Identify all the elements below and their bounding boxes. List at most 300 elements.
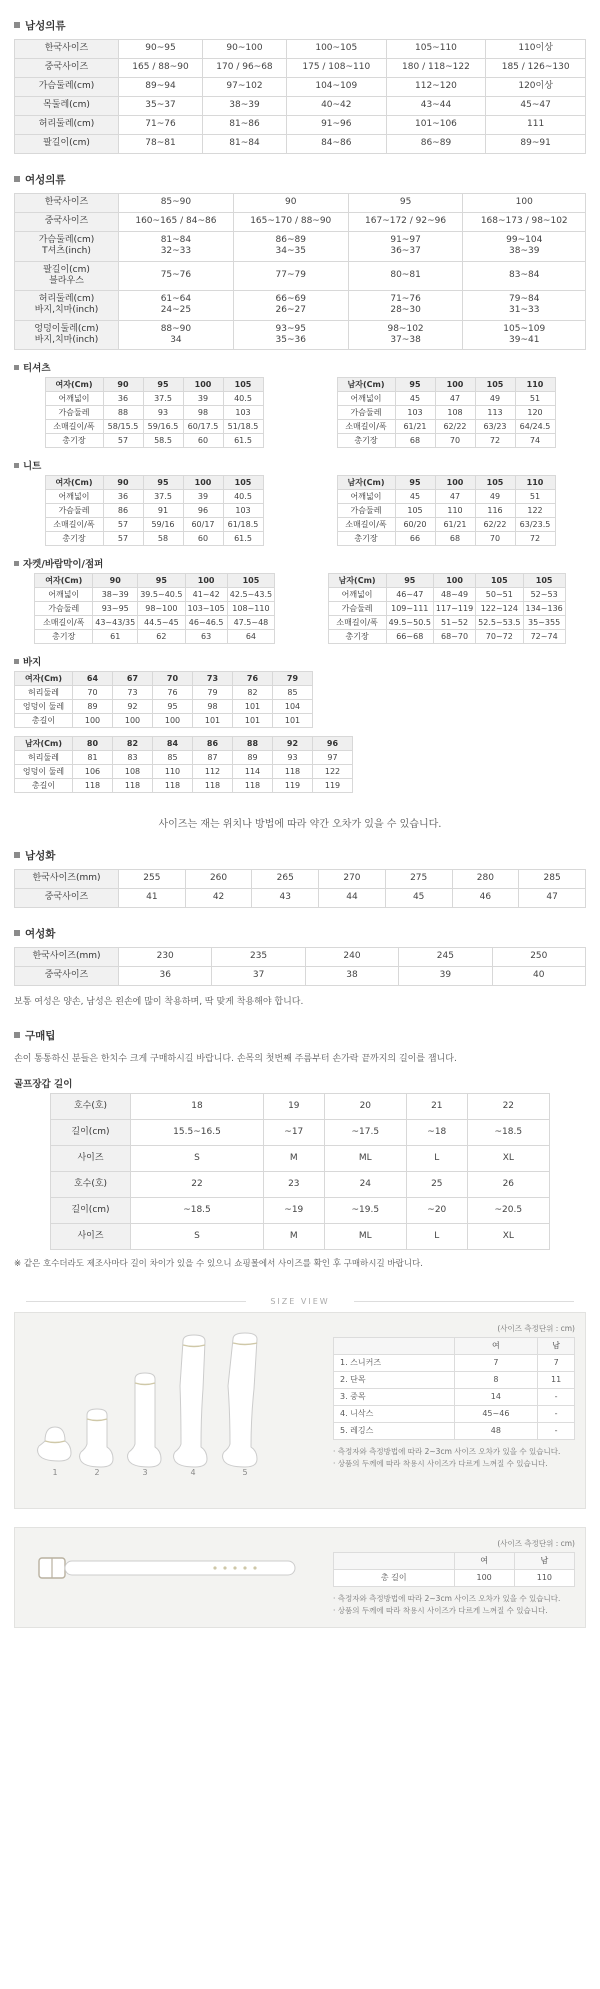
row-header: 어깨넓이 xyxy=(328,588,386,602)
buying-tip-text: 손이 통통하신 분들은 한치수 크게 구매하시길 바랍니다. 손목의 첫번째 주름부터 손가락 끝까지의 길이를 잽니다. xyxy=(14,1053,457,1064)
table-cell: S xyxy=(131,1146,264,1172)
table-cell: 81 xyxy=(73,751,113,765)
table-cell: 165~170 / 88~90 xyxy=(233,213,348,232)
table-cell: 39 xyxy=(183,392,223,406)
row-header: 총기장 xyxy=(328,630,386,644)
table-cell: 167~172 / 92~96 xyxy=(348,213,463,232)
column-header: 67 xyxy=(113,672,153,686)
table-row xyxy=(334,1422,575,1439)
table-cell: 101~106 xyxy=(386,116,486,135)
table-cell: 51/18.5 xyxy=(223,420,263,434)
table-cell: 23 xyxy=(263,1172,324,1198)
table-cell: 114 xyxy=(233,765,273,779)
table-row xyxy=(15,135,586,154)
corner-header xyxy=(334,1337,455,1354)
table-cell: 49.5~50.5 xyxy=(386,616,433,630)
table-cell: 49 xyxy=(475,490,515,504)
column-header: 90 xyxy=(103,378,143,392)
table-cell: 63 xyxy=(185,630,227,644)
table-cell: 45 xyxy=(395,490,435,504)
column-header: 80 xyxy=(73,737,113,751)
table-cell: 49 xyxy=(475,392,515,406)
table-cell: 50~51 xyxy=(476,588,523,602)
table-cell: 62/22 xyxy=(475,518,515,532)
table-cell: 88 xyxy=(103,406,143,420)
table-cell: - xyxy=(538,1422,575,1439)
table-cell: 95 xyxy=(153,700,193,714)
table-cell: 85 xyxy=(273,686,313,700)
socks-note-1: · 측정자와 측정방법에 따라 2~3cm 사이즈 오차가 있을 수 있습니다. xyxy=(333,1446,561,1456)
row-header: 엉덩이둘레(cm) 바지,치마(inch) xyxy=(15,320,119,350)
row-header: 총기장 xyxy=(45,434,103,448)
column-header: 110 xyxy=(515,476,555,490)
tshirt-men-table xyxy=(337,377,556,448)
table-cell: 19 xyxy=(263,1094,324,1120)
table-cell: S xyxy=(131,1224,264,1250)
column-header: 70 xyxy=(153,672,193,686)
table-row xyxy=(45,490,263,504)
table-cell: 36 xyxy=(103,490,143,504)
table-cell: 20 xyxy=(324,1094,406,1120)
table-cell: 51~52 xyxy=(433,616,475,630)
square-bullet-icon xyxy=(14,176,20,182)
section-heading-mens-shoes: 남성화 xyxy=(14,848,600,863)
table-cell: 83 xyxy=(113,751,153,765)
table-cell: 38~39 xyxy=(202,97,286,116)
table-cell: 76 xyxy=(153,686,193,700)
table-cell: L xyxy=(406,1146,467,1172)
table-cell: XL xyxy=(467,1146,549,1172)
table-cell: 91~96 xyxy=(286,116,386,135)
table-cell: - xyxy=(538,1388,575,1405)
table-cell: 40 xyxy=(492,967,585,986)
table-header-row xyxy=(15,737,353,751)
table-cell: 52.5~53.5 xyxy=(476,616,523,630)
table-cell: 59/16.5 xyxy=(143,420,183,434)
row-header: 한국사이즈 xyxy=(15,194,119,213)
table-cell: ML xyxy=(324,1146,406,1172)
table-cell: 98~102 37~38 xyxy=(348,320,463,350)
table-cell: 39 xyxy=(183,490,223,504)
table-row xyxy=(334,1371,575,1388)
shoe-note: 보통 여성은 양손, 남성은 왼손에 많이 착용하며, 딱 맞게 착용해야 합니다. xyxy=(14,997,304,1007)
table-cell: 104 xyxy=(273,700,313,714)
table-cell: 61/21 xyxy=(395,420,435,434)
row-header: 어깨넓이 xyxy=(337,392,395,406)
corner-header: 남자(Cm) xyxy=(337,378,395,392)
table-cell: 89~94 xyxy=(119,78,203,97)
table-cell: 38 xyxy=(305,967,398,986)
socks-notes xyxy=(333,1446,575,1470)
belt-note-1: · 측정자와 측정방법에 따라 2~3cm 사이즈 오차가 있을 수 있습니다. xyxy=(333,1593,561,1603)
table-row xyxy=(45,518,263,532)
mens-shoes-table xyxy=(14,869,586,908)
table-cell: 81~84 xyxy=(202,135,286,154)
sock-type-label: 1. 스니커즈 xyxy=(334,1354,455,1371)
table-cell: 63/23 xyxy=(475,420,515,434)
table-cell: 61~64 24~25 xyxy=(119,291,234,321)
column-header: 73 xyxy=(193,672,233,686)
table-cell: 86~89 xyxy=(386,135,486,154)
table-cell: 44 xyxy=(319,889,386,908)
row-header: 중국사이즈 xyxy=(15,889,119,908)
table-cell: 37 xyxy=(212,967,305,986)
measure-note: 사이즈는 재는 위치나 방법에 따라 약간 오차가 있을 수 있습니다. xyxy=(158,819,442,830)
sock-type-label: 2. 단목 xyxy=(334,1371,455,1388)
table-cell: 110 xyxy=(435,504,475,518)
table-cell: 95 xyxy=(348,194,463,213)
size-view-title: SIZE VIEW xyxy=(0,1297,600,1306)
size-view-socks-panel xyxy=(14,1312,586,1509)
table-header-row xyxy=(15,672,313,686)
column-header: 105 xyxy=(475,476,515,490)
table-cell: 100~105 xyxy=(286,40,386,59)
row-header: 소매길이/폭 xyxy=(45,420,103,434)
tshirt-tables xyxy=(14,377,586,448)
row-header: 가슴둘레(cm) xyxy=(15,78,119,97)
sock-type-label: 5. 레깅스 xyxy=(334,1422,455,1439)
table-row xyxy=(337,420,555,434)
table-cell: 44.5~45 xyxy=(138,616,185,630)
row-header: 가슴둘레 xyxy=(45,504,103,518)
table-row xyxy=(337,518,555,532)
belt-svg xyxy=(25,1538,325,1598)
table-cell: ~20.5 xyxy=(467,1198,549,1224)
table-cell: 86~89 34~35 xyxy=(233,232,348,262)
table-cell: 38~39 xyxy=(93,588,138,602)
column-header: 95 xyxy=(138,574,185,588)
row-header: 허리둘레(cm) 바지,치마(inch) xyxy=(15,291,119,321)
glove-length-table xyxy=(50,1093,550,1250)
row-header: 가슴둘레 xyxy=(328,602,386,616)
table-cell: 170 / 96~68 xyxy=(202,59,286,78)
table-cell: XL xyxy=(467,1224,549,1250)
column-header: 95 xyxy=(386,574,433,588)
table-cell: 40.5 xyxy=(223,490,263,504)
table-cell: 70 xyxy=(435,434,475,448)
table-cell: 112~120 xyxy=(386,78,486,97)
table-cell: 105~109 39~41 xyxy=(463,320,586,350)
row-header: 길이(cm) xyxy=(51,1120,131,1146)
table-cell: 11 xyxy=(538,1371,575,1388)
belt-illustration xyxy=(25,1538,325,1617)
table-cell: 106 xyxy=(73,765,113,779)
glove-note: ※ 같은 호수더라도 제조사마다 길이 차이가 있을 수 있으니 쇼핑몰에서 사이즈를 확인 후 구매하시길 바랍니다. xyxy=(14,1259,423,1269)
table-cell: 235 xyxy=(212,948,305,967)
table-cell: 59/16 xyxy=(143,518,183,532)
table-cell: 285 xyxy=(519,870,586,889)
belt-size-table xyxy=(333,1552,575,1587)
table-cell: 91~97 36~37 xyxy=(348,232,463,262)
table-cell: 112 xyxy=(193,765,233,779)
table-row xyxy=(51,1146,550,1172)
table-cell: 118 xyxy=(273,765,313,779)
table-row xyxy=(51,1198,550,1224)
row-header: 가슴둘레 xyxy=(337,406,395,420)
table-cell: 250 xyxy=(492,948,585,967)
table-cell: 108~110 xyxy=(227,602,274,616)
column-header: 79 xyxy=(273,672,313,686)
table-cell: 240 xyxy=(305,948,398,967)
table-cell: 47.5~48 xyxy=(227,616,274,630)
column-header: 84 xyxy=(153,737,193,751)
table-cell: 119 xyxy=(273,779,313,793)
table-cell: 118 xyxy=(193,779,233,793)
table-cell: 15.5~16.5 xyxy=(131,1120,264,1146)
table-cell: 97 xyxy=(313,751,353,765)
row-header: 소매길이/폭 xyxy=(35,616,93,630)
belt-measure-label: 총 길이 xyxy=(334,1569,455,1586)
table-header-row xyxy=(45,378,263,392)
section-heading-buying-tip: 구매팁 xyxy=(14,1028,600,1043)
table-row xyxy=(15,194,586,213)
table-cell: 58.5 xyxy=(143,434,183,448)
table-cell: 40.5 xyxy=(223,392,263,406)
row-header: 총기장 xyxy=(35,630,93,644)
table-cell: 88~90 34 xyxy=(119,320,234,350)
table-row xyxy=(337,434,555,448)
corner-header: 여자(Cm) xyxy=(45,476,103,490)
table-cell: 68 xyxy=(435,532,475,546)
table-cell: 26 xyxy=(467,1172,549,1198)
table-cell: 45~46 xyxy=(454,1405,538,1422)
table-cell: 41~42 xyxy=(185,588,227,602)
column-header: 105 xyxy=(223,476,263,490)
table-row xyxy=(45,532,263,546)
table-cell: 118 xyxy=(233,779,273,793)
table-row xyxy=(337,392,555,406)
table-row xyxy=(334,1569,575,1586)
section-heading-mens-clothing: 남성의류 xyxy=(14,18,600,33)
row-header: 소매길이/폭 xyxy=(337,518,395,532)
table-row xyxy=(15,40,586,59)
corner-header: 여자(Cm) xyxy=(35,574,93,588)
table-cell: 21 xyxy=(406,1094,467,1120)
table-cell: 93~95 xyxy=(93,602,138,616)
row-header: 소매길이/폭 xyxy=(328,616,386,630)
row-header: 허리둘레(cm) xyxy=(15,116,119,135)
table-cell: 73 xyxy=(113,686,153,700)
table-cell: 160~165 / 84~86 xyxy=(119,213,234,232)
column-header: 남 xyxy=(514,1552,574,1569)
table-cell: 230 xyxy=(119,948,212,967)
table-row xyxy=(15,779,353,793)
table-cell: 100 xyxy=(454,1569,514,1586)
column-header: 64 xyxy=(73,672,113,686)
table-cell: 68 xyxy=(395,434,435,448)
row-header: 어깨넓이 xyxy=(35,588,93,602)
table-row xyxy=(15,889,586,908)
table-cell: 110 xyxy=(153,765,193,779)
row-header: 허리둘레 xyxy=(15,686,73,700)
table-cell: 105~110 xyxy=(386,40,486,59)
table-cell: 36 xyxy=(119,967,212,986)
row-header: 팔길이(cm) 블라우스 xyxy=(15,261,119,291)
size-view-belt-panel xyxy=(14,1527,586,1628)
table-row xyxy=(15,751,353,765)
table-cell: 110 xyxy=(514,1569,574,1586)
table-cell: 119 xyxy=(313,779,353,793)
square-bullet-icon xyxy=(14,1032,20,1038)
table-cell: 134~136 xyxy=(523,602,565,616)
jacket-men-table xyxy=(328,573,566,644)
table-row xyxy=(328,602,565,616)
column-header: 90 xyxy=(103,476,143,490)
table-row xyxy=(337,490,555,504)
section-heading-tshirt: 티셔츠 xyxy=(14,360,600,374)
table-row xyxy=(337,504,555,518)
table-cell: 70~72 xyxy=(476,630,523,644)
table-cell: 72~74 xyxy=(523,630,565,644)
table-cell: 105 xyxy=(395,504,435,518)
row-header: 길이(cm) xyxy=(51,1198,131,1224)
table-row xyxy=(15,116,586,135)
table-cell: 36 xyxy=(103,392,143,406)
row-header: 중국사이즈 xyxy=(15,213,119,232)
table-cell: 66~69 26~27 xyxy=(233,291,348,321)
table-cell: 113 xyxy=(475,406,515,420)
table-row xyxy=(334,1354,575,1371)
table-row xyxy=(15,213,586,232)
table-cell: 92 xyxy=(113,700,153,714)
table-row xyxy=(15,714,313,728)
table-row xyxy=(35,602,275,616)
table-cell: 280 xyxy=(452,870,519,889)
mens-clothing-table xyxy=(14,39,586,154)
corner-header: 남자(Cm) xyxy=(337,476,395,490)
table-cell: 8 xyxy=(454,1371,538,1388)
table-cell: 245 xyxy=(399,948,492,967)
row-header: 총길이 xyxy=(15,714,73,728)
square-bullet-icon xyxy=(14,22,20,28)
section-heading-pants: 바지 xyxy=(14,654,600,668)
column-header: 105 xyxy=(523,574,565,588)
square-bullet-icon xyxy=(14,852,20,858)
table-cell: 40~42 xyxy=(286,97,386,116)
row-header: 호수(호) xyxy=(51,1172,131,1198)
column-header: 여 xyxy=(454,1337,538,1354)
row-header: 호수(호) xyxy=(51,1094,131,1120)
table-cell: ~18.5 xyxy=(467,1120,549,1146)
table-cell: 61.5 xyxy=(223,434,263,448)
table-cell: M xyxy=(263,1146,324,1172)
svg-text:3: 3 xyxy=(142,1467,148,1477)
square-bullet-icon xyxy=(14,930,20,936)
table-cell: 82 xyxy=(233,686,273,700)
svg-text:1: 1 xyxy=(52,1467,58,1477)
table-row xyxy=(328,616,565,630)
table-row xyxy=(45,434,263,448)
table-cell: 90 xyxy=(233,194,348,213)
table-cell: 66~68 xyxy=(386,630,433,644)
table-cell: 42.5~43.5 xyxy=(227,588,274,602)
table-header-row xyxy=(337,476,555,490)
table-cell: 93 xyxy=(273,751,313,765)
square-bullet-icon xyxy=(14,463,19,468)
table-cell: 81~84 32~33 xyxy=(119,232,234,262)
table-cell: 118 xyxy=(113,779,153,793)
socks-size-table xyxy=(333,1337,575,1440)
table-row xyxy=(45,420,263,434)
corner-header xyxy=(334,1552,455,1569)
belt-notes xyxy=(333,1593,575,1617)
table-cell: 98 xyxy=(193,700,233,714)
table-cell: 25 xyxy=(406,1172,467,1198)
column-header: 95 xyxy=(143,378,183,392)
table-row xyxy=(35,630,275,644)
table-cell: ~19.5 xyxy=(324,1198,406,1224)
table-cell: 66 xyxy=(395,532,435,546)
column-header: 105 xyxy=(476,574,523,588)
table-cell: 122 xyxy=(313,765,353,779)
table-row xyxy=(45,504,263,518)
row-header: 가슴둘레 xyxy=(45,406,103,420)
table-cell: 99~104 38~39 xyxy=(463,232,586,262)
table-cell: M xyxy=(263,1224,324,1250)
row-header: 어깨넓이 xyxy=(337,490,395,504)
table-row xyxy=(45,392,263,406)
table-cell: 122 xyxy=(515,504,555,518)
table-row xyxy=(15,59,586,78)
column-header: 남 xyxy=(538,1337,575,1354)
table-header-row xyxy=(35,574,275,588)
row-header: 중국사이즈 xyxy=(15,967,119,986)
row-header: 총기장 xyxy=(337,434,395,448)
column-header: 110 xyxy=(515,378,555,392)
table-cell: 58 xyxy=(143,532,183,546)
svg-text:4: 4 xyxy=(190,1467,196,1477)
table-header-row xyxy=(334,1552,575,1569)
table-cell: 78~81 xyxy=(119,135,203,154)
table-cell: 72 xyxy=(475,434,515,448)
belt-unit-label: (사이즈 측정단위 : cm) xyxy=(497,1538,575,1548)
table-cell: ~17.5 xyxy=(324,1120,406,1146)
table-cell: 71~76 28~30 xyxy=(348,291,463,321)
column-header: 여 xyxy=(454,1552,514,1569)
table-cell: ~20 xyxy=(406,1198,467,1224)
table-cell: 41 xyxy=(119,889,186,908)
table-cell: 255 xyxy=(119,870,186,889)
row-header: 어깨넓이 xyxy=(45,490,103,504)
corner-header: 남자(Cm) xyxy=(328,574,386,588)
table-cell: 64 xyxy=(227,630,274,644)
table-row xyxy=(51,1120,550,1146)
row-header: 소매길이/폭 xyxy=(45,518,103,532)
table-cell: 60 xyxy=(183,532,223,546)
table-cell: 81~86 xyxy=(202,116,286,135)
table-cell: 18 xyxy=(131,1094,264,1120)
row-header: 사이즈 xyxy=(51,1224,131,1250)
table-cell: 91 xyxy=(143,504,183,518)
row-header: 엉덩이 둘레 xyxy=(15,765,73,779)
table-cell: 47 xyxy=(435,392,475,406)
table-cell: 46~47 xyxy=(386,588,433,602)
column-header: 76 xyxy=(233,672,273,686)
row-header: 중국사이즈 xyxy=(15,59,119,78)
table-cell: 51 xyxy=(515,392,555,406)
table-cell: 100 xyxy=(113,714,153,728)
table-cell: 118 xyxy=(153,779,193,793)
row-header: 총길이 xyxy=(15,779,73,793)
table-cell: 100 xyxy=(463,194,586,213)
column-header: 82 xyxy=(113,737,153,751)
table-cell: 45~47 xyxy=(486,97,586,116)
table-row xyxy=(15,78,586,97)
sock-type-label: 3. 중목 xyxy=(334,1388,455,1405)
table-cell: 89~91 xyxy=(486,135,586,154)
table-cell: 43~43/35 xyxy=(93,616,138,630)
tshirt-women-table xyxy=(45,377,264,448)
